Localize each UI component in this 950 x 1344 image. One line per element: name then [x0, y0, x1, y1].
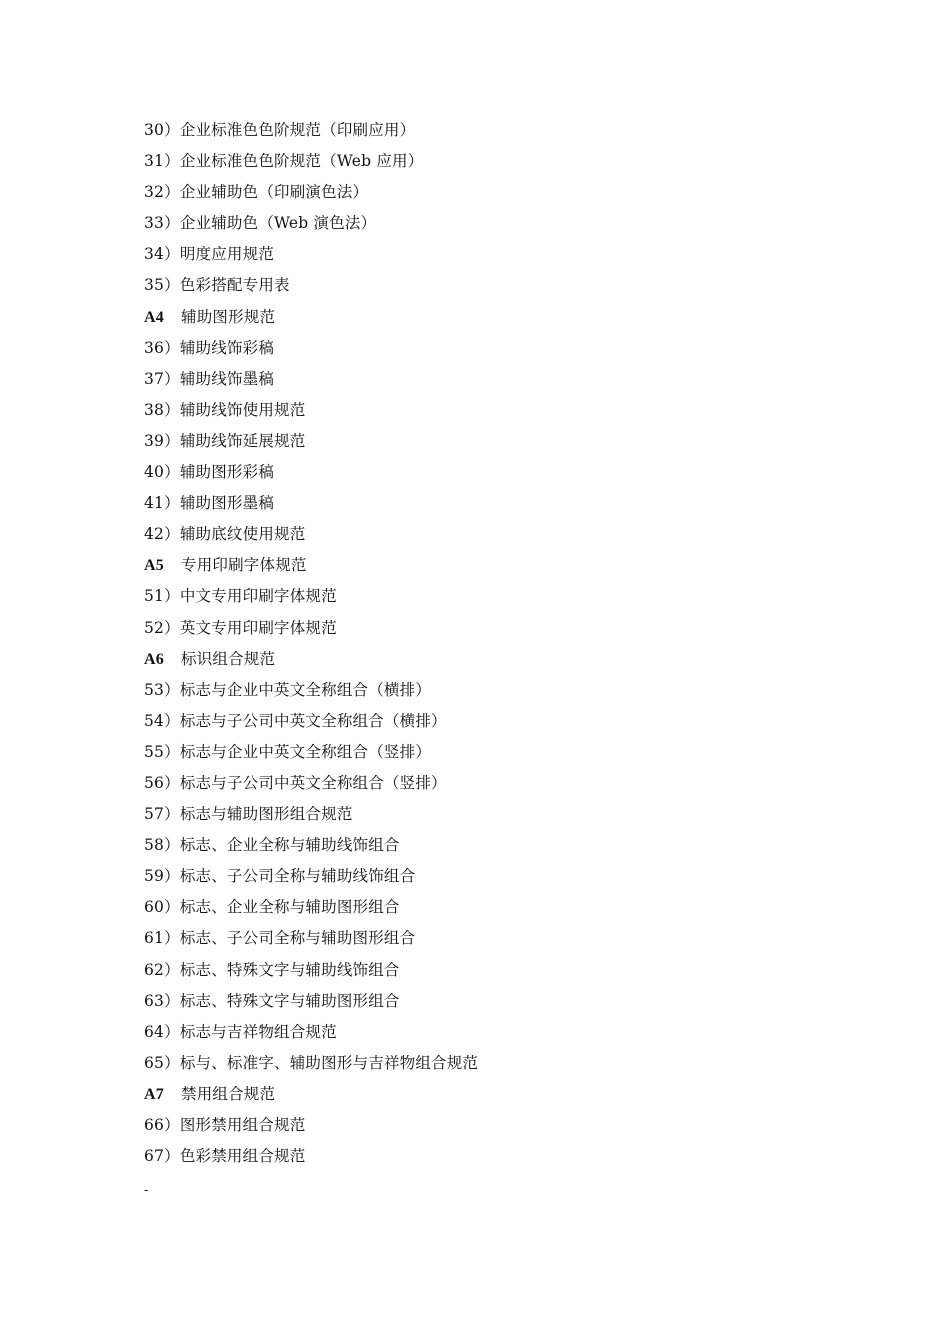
list-item: 38）辅助线饰使用规范 — [144, 400, 306, 419]
document-body — [144, 117, 864, 1174]
list-item: 42）辅助底纹使用规范 — [144, 525, 306, 544]
list-item: 31）企业标准色色阶规范（Web 应用） — [144, 152, 424, 171]
section-title: 禁用组合规范 — [181, 1084, 276, 1103]
list-item: 60）标志、企业全称与辅助图形组合 — [144, 898, 400, 917]
list-item: 65）标与、标准字、辅助图形与吉祥物组合规范 — [144, 1053, 479, 1072]
section-heading — [144, 1081, 864, 1112]
list-item: 67）色彩禁用组合规范 — [144, 1147, 306, 1166]
list-item: 32）企业辅助色（印刷演色法） — [144, 183, 369, 202]
list-item: 41）辅助图形墨稿 — [144, 494, 275, 513]
list-item: 64）标志与吉祥物组合规范 — [144, 1022, 337, 1041]
list-item: 66）图形禁用组合规范 — [144, 1116, 306, 1134]
list-item: 55）标志与企业中英文全称组合（竖排） — [144, 742, 432, 761]
section-title: 辅助图形规范 — [181, 307, 276, 326]
section-heading — [144, 552, 864, 583]
list-item: 59）标志、子公司全称与辅助线饰组合 — [144, 867, 416, 886]
list-item: 40）辅助图形彩稿 — [144, 463, 275, 482]
section-code: A6 — [144, 650, 164, 668]
section-code: A7 — [144, 1085, 164, 1103]
list-item: 39）辅助线饰延展规范 — [144, 431, 306, 450]
section-title: 专用印刷字体规范 — [181, 556, 307, 575]
section-heading — [144, 304, 864, 335]
list-item: 33）企业辅助色（Web 演色法） — [144, 214, 377, 233]
list-item: 34）明度应用规范 — [144, 245, 275, 264]
list-item: 63）标志、特殊文字与辅助图形组合 — [144, 991, 400, 1010]
section-heading — [144, 646, 864, 677]
section-code: A4 — [144, 308, 164, 326]
section-code: A5 — [144, 557, 164, 575]
list-item: 35）色彩搭配专用表 — [144, 276, 290, 295]
list-item: 61）标志、子公司全称与辅助图形组合 — [144, 929, 416, 948]
list-item: 37）辅助线饰墨稿 — [144, 369, 275, 388]
list-item: 56）标志与子公司中英文全称组合（竖排） — [144, 773, 447, 792]
section-title: 标识组合规范 — [181, 649, 276, 668]
trailing-mark: - — [144, 1183, 149, 1198]
list-item: 62）标志、特殊文字与辅助线饰组合 — [144, 960, 400, 979]
list-item: 36）辅助线饰彩稿 — [144, 338, 275, 357]
list-item: 30）企业标准色色阶规范（印刷应用） — [144, 121, 416, 139]
list-item: 53）标志与企业中英文全称组合（横排） — [144, 680, 432, 699]
list-item: 51）中文专用印刷字体规范 — [144, 587, 337, 606]
list-item: 58）标志、企业全称与辅助线饰组合 — [144, 836, 400, 855]
list-item: 52）英文专用印刷字体规范 — [144, 618, 337, 637]
list-item: 54）标志与子公司中英文全称组合（横排） — [144, 711, 447, 730]
list-item: 57）标志与辅助图形组合规范 — [144, 805, 353, 824]
